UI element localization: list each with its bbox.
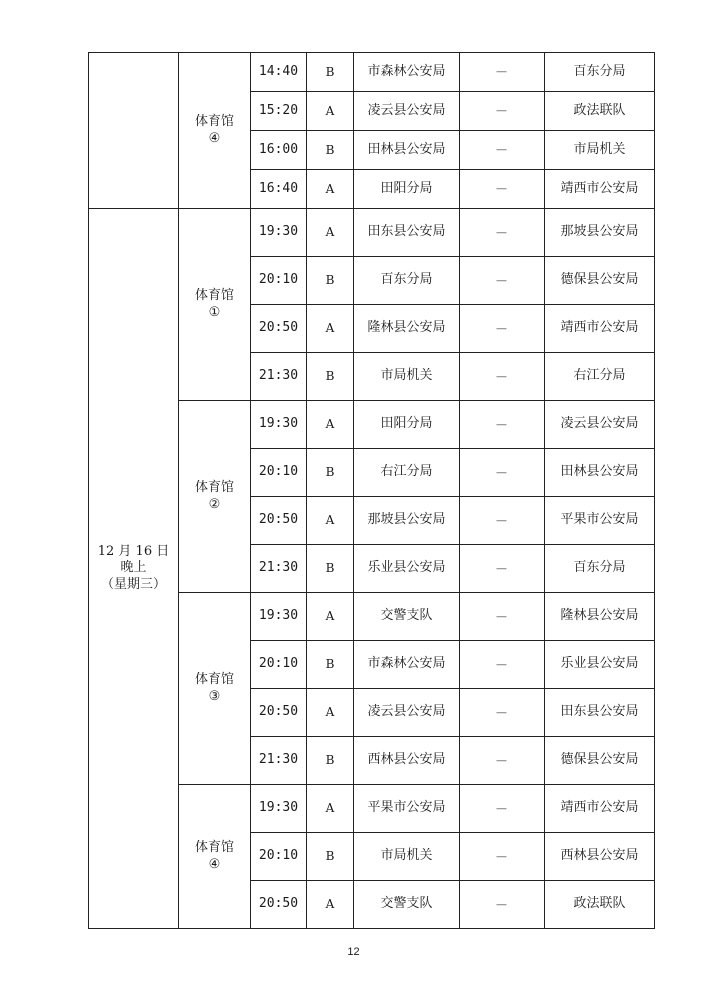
away-team: 那坡县公安局 [545, 209, 655, 257]
home-team: 凌云县公安局 [354, 92, 460, 131]
home-team: 市森林公安局 [354, 641, 460, 689]
away-team: 平果市公安局 [545, 497, 655, 545]
away-team: 田东县公安局 [545, 689, 655, 737]
home-team: 交警支队 [354, 881, 460, 929]
home-team: 田阳分局 [354, 170, 460, 209]
home-team: 田林县公安局 [354, 131, 460, 170]
versus-separator: — [460, 833, 545, 881]
venue-name: 体育馆 [194, 840, 234, 856]
versus-separator: — [460, 353, 545, 401]
match-group: B [307, 641, 354, 689]
versus-separator: — [460, 449, 545, 497]
match-time: 16:40 [251, 170, 307, 209]
versus-separator: — [460, 257, 545, 305]
day-line1: 12 月 16 日 [97, 544, 170, 560]
versus-separator: — [460, 92, 545, 131]
versus-separator: — [460, 737, 545, 785]
venue-cell [179, 209, 251, 401]
match-group: B [307, 131, 354, 170]
home-team: 凌云县公安局 [354, 689, 460, 737]
venue-name: 体育馆 [194, 114, 234, 130]
match-time: 14:40 [251, 53, 307, 92]
home-team: 市局机关 [354, 353, 460, 401]
page-number: 12 [347, 946, 360, 958]
home-team: 那坡县公安局 [354, 497, 460, 545]
away-team: 靖西市公安局 [545, 170, 655, 209]
away-team: 政法联队 [545, 92, 655, 131]
day-line3: （星期三） [100, 576, 166, 592]
match-group: B [307, 449, 354, 497]
match-time: 21:30 [251, 737, 307, 785]
away-team: 德保县公安局 [545, 257, 655, 305]
versus-separator: — [460, 881, 545, 929]
match-time: 20:10 [251, 641, 307, 689]
venue-cell [179, 785, 251, 929]
home-team: 乐业县公安局 [354, 545, 460, 593]
away-team: 田林县公安局 [545, 449, 655, 497]
day-line2: 晚上 [120, 560, 147, 576]
match-time: 16:00 [251, 131, 307, 170]
venue-number: ③ [208, 688, 221, 704]
match-group: A [307, 170, 354, 209]
versus-separator: — [460, 593, 545, 641]
match-group: A [307, 689, 354, 737]
match-time: 19:30 [251, 209, 307, 257]
match-group: B [307, 545, 354, 593]
venue-number: ① [208, 304, 221, 320]
match-time: 20:50 [251, 497, 307, 545]
home-team: 平果市公安局 [354, 785, 460, 833]
away-team: 右江分局 [545, 353, 655, 401]
match-time: 20:10 [251, 833, 307, 881]
match-group: A [307, 209, 354, 257]
match-time: 15:20 [251, 92, 307, 131]
match-time: 20:10 [251, 257, 307, 305]
home-team: 隆林县公安局 [354, 305, 460, 353]
versus-separator: — [460, 689, 545, 737]
venue-cell [179, 53, 251, 209]
match-time: 20:50 [251, 881, 307, 929]
away-team: 隆林县公安局 [545, 593, 655, 641]
venue-cell [179, 593, 251, 785]
match-time: 19:30 [251, 593, 307, 641]
versus-separator: — [460, 497, 545, 545]
match-group: B [307, 257, 354, 305]
home-team: 田东县公安局 [354, 209, 460, 257]
schedule-body [89, 53, 655, 929]
match-group: B [307, 53, 354, 92]
away-team: 百东分局 [545, 545, 655, 593]
venue-number: ④ [208, 856, 221, 872]
versus-separator: — [460, 641, 545, 689]
day-cell-continued [89, 53, 179, 209]
venue-number: ② [208, 496, 221, 512]
match-time: 19:30 [251, 401, 307, 449]
home-team: 百东分局 [354, 257, 460, 305]
away-team: 凌云县公安局 [545, 401, 655, 449]
away-team: 靖西市公安局 [545, 785, 655, 833]
match-group: A [307, 785, 354, 833]
match-group: A [307, 92, 354, 131]
home-team: 右江分局 [354, 449, 460, 497]
versus-separator: — [460, 401, 545, 449]
match-time: 20:50 [251, 305, 307, 353]
match-group: A [307, 593, 354, 641]
versus-separator: — [460, 545, 545, 593]
versus-separator: — [460, 53, 545, 92]
match-time: 20:50 [251, 689, 307, 737]
match-time: 19:30 [251, 785, 307, 833]
home-team: 交警支队 [354, 593, 460, 641]
venue-name: 体育馆 [194, 672, 234, 688]
match-group: A [307, 401, 354, 449]
day-cell [89, 209, 179, 929]
home-team: 市森林公安局 [354, 53, 460, 92]
versus-separator: — [460, 170, 545, 209]
away-team: 百东分局 [545, 53, 655, 92]
match-schedule-table [88, 52, 655, 929]
venue-number: ④ [208, 130, 221, 146]
match-group: B [307, 353, 354, 401]
table-row [89, 209, 655, 257]
home-team: 田阳分局 [354, 401, 460, 449]
versus-separator: — [460, 785, 545, 833]
match-group: A [307, 305, 354, 353]
away-team: 政法联队 [545, 881, 655, 929]
venue-name: 体育馆 [194, 480, 234, 496]
versus-separator: — [460, 131, 545, 170]
versus-separator: — [460, 209, 545, 257]
away-team: 德保县公安局 [545, 737, 655, 785]
match-group: B [307, 833, 354, 881]
away-team: 乐业县公安局 [545, 641, 655, 689]
match-group: A [307, 881, 354, 929]
table-row [89, 53, 655, 92]
home-team: 市局机关 [354, 833, 460, 881]
away-team: 市局机关 [545, 131, 655, 170]
home-team: 西林县公安局 [354, 737, 460, 785]
away-team: 西林县公安局 [545, 833, 655, 881]
match-time: 21:30 [251, 545, 307, 593]
versus-separator: — [460, 305, 545, 353]
match-time: 21:30 [251, 353, 307, 401]
match-group: A [307, 497, 354, 545]
venue-cell [179, 401, 251, 593]
match-group: B [307, 737, 354, 785]
venue-name: 体育馆 [194, 288, 234, 304]
match-time: 20:10 [251, 449, 307, 497]
away-team: 靖西市公安局 [545, 305, 655, 353]
